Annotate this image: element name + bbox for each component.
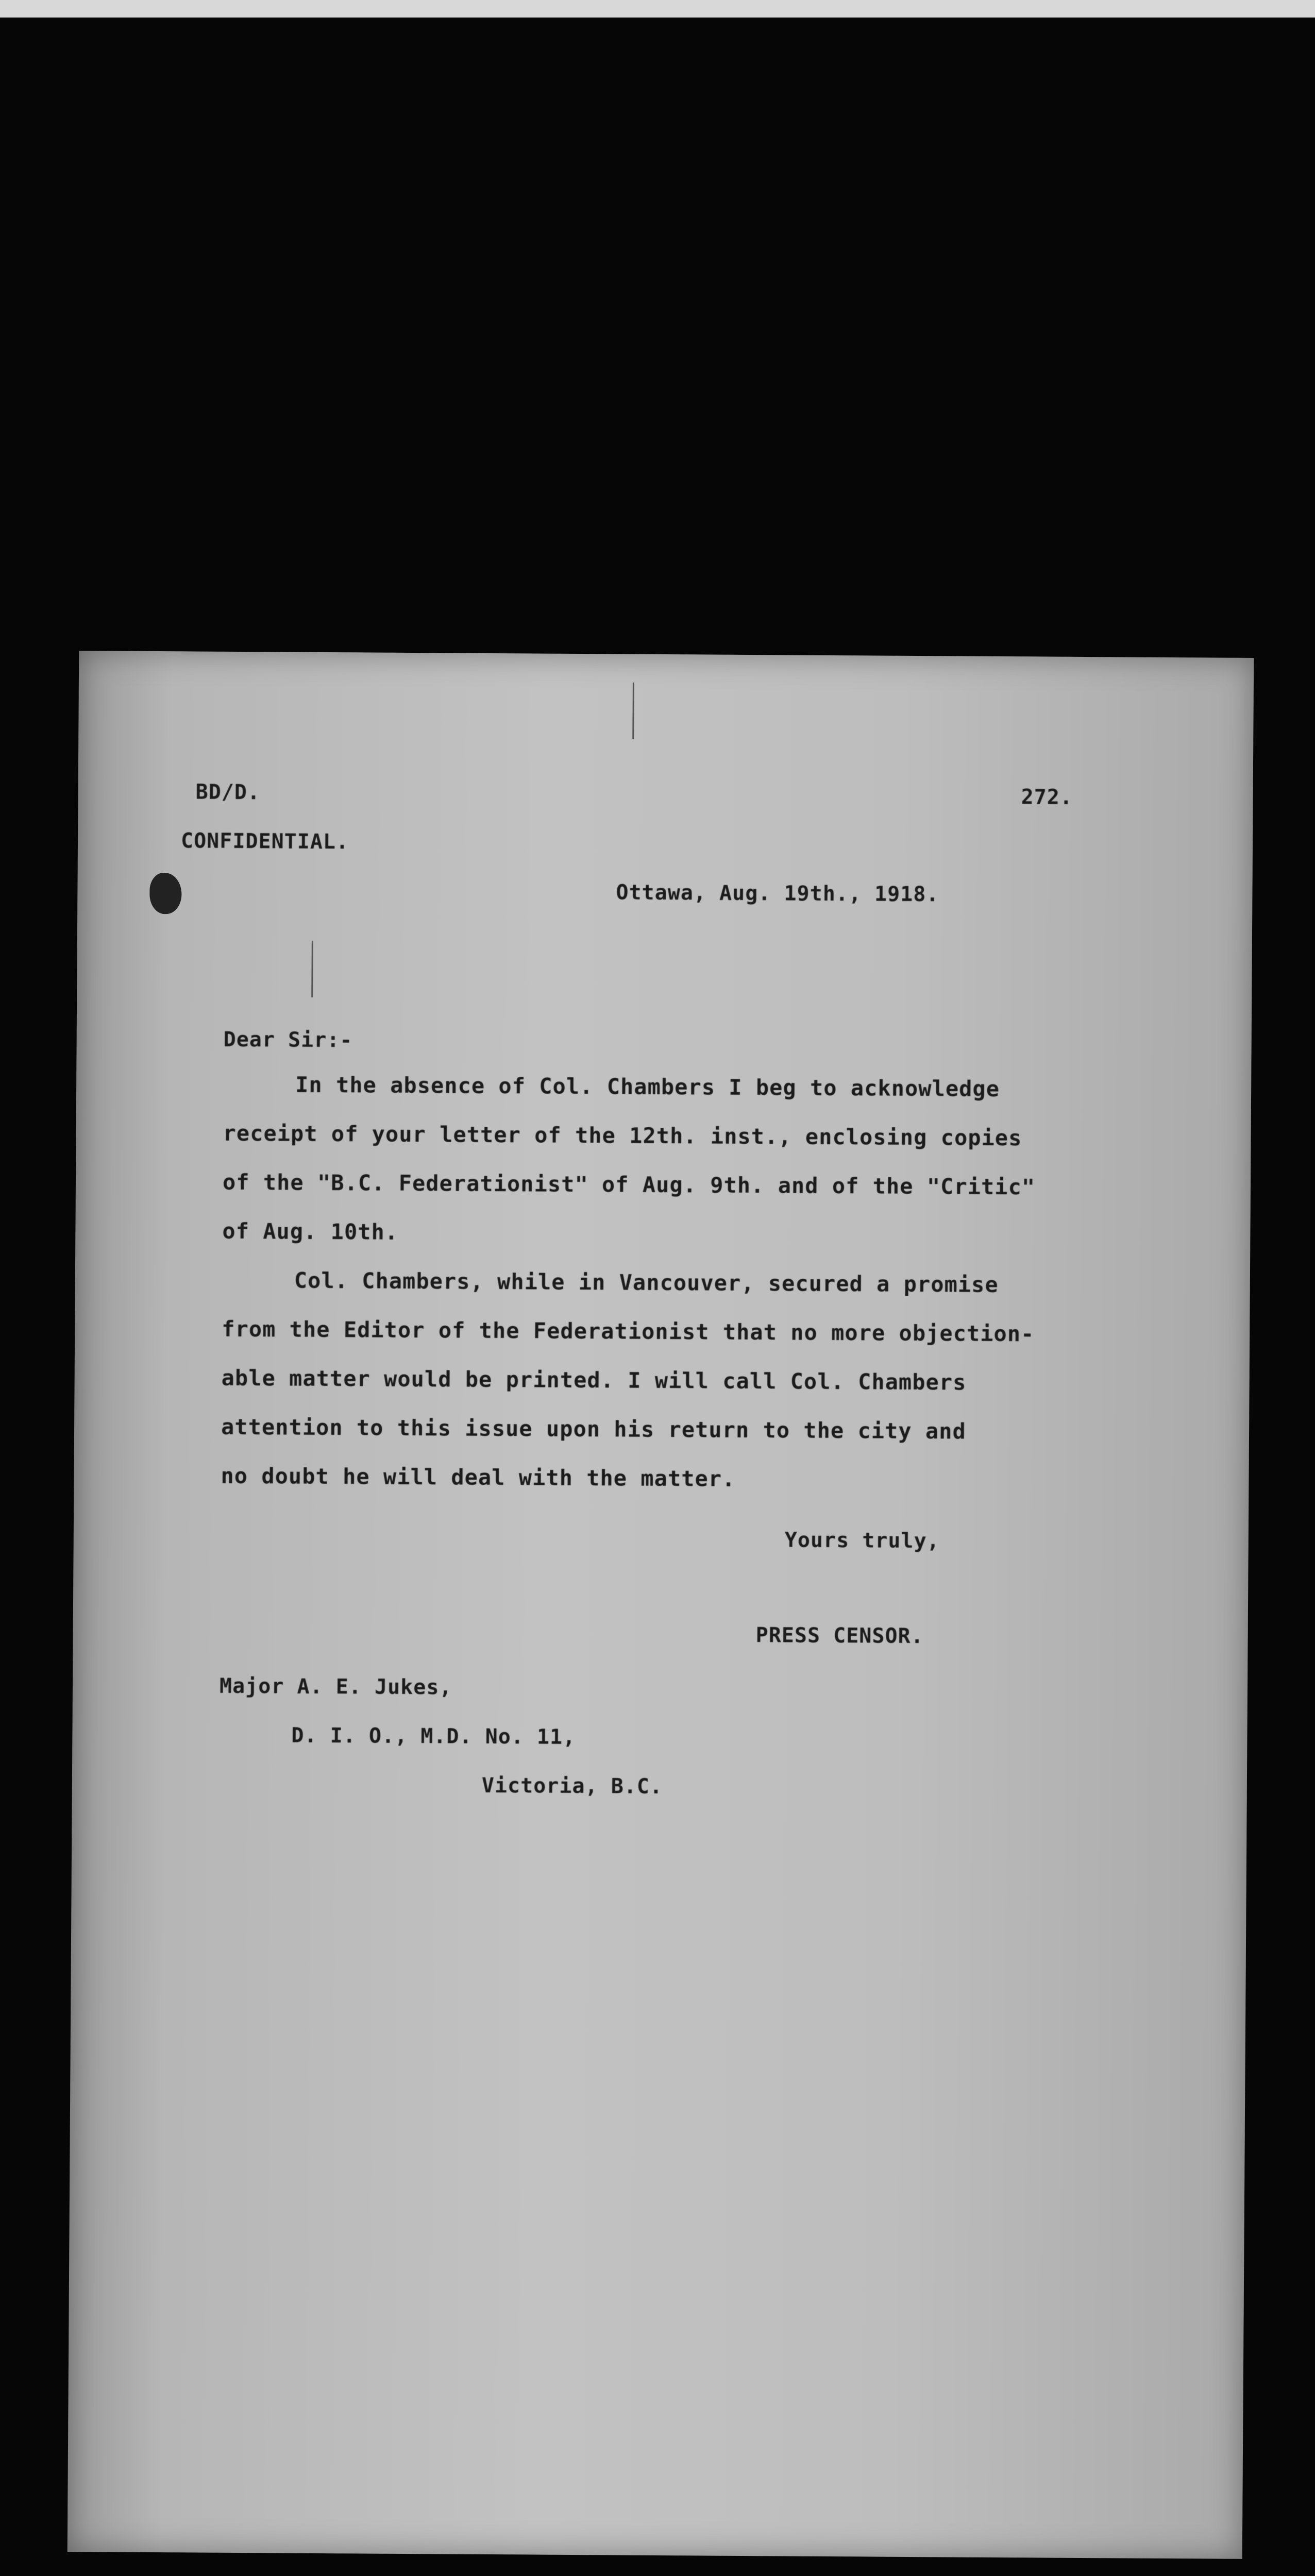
body-line: of the "B.C. Federationist" of Aug. 9th. and of the "Critic" (222, 1169, 1036, 1200)
recipient-title: D. I. O., M.D. No. 11, (291, 1723, 576, 1749)
letter-page (68, 651, 1254, 2559)
body-line: receipt of your letter of the 12th. inst., enclosing copies (223, 1120, 1022, 1151)
body-line: of Aug. 10th. (222, 1218, 399, 1245)
body-line: Col. Chambers, while in Vancouver, secured a promise (294, 1267, 999, 1297)
closing: Yours truly, (784, 1528, 940, 1553)
body-line: In the absence of Col. Chambers I beg to acknowledge (295, 1072, 1000, 1102)
body-line: no doubt he will deal with the matter. (221, 1463, 736, 1492)
paper-crease (311, 941, 313, 997)
ink-blot (149, 873, 181, 914)
letter-date: Ottawa, Aug. 19th., 1918. (616, 880, 939, 907)
classification-label: CONFIDENTIAL. (180, 829, 349, 854)
recipient-name: Major A. E. Jukes, (219, 1674, 452, 1700)
salutation: Dear Sir:- (223, 1027, 353, 1053)
film-edge-strip (0, 0, 1315, 18)
page-number: 272. (1021, 785, 1073, 809)
paper-crease (632, 683, 634, 739)
signature: PRESS CENSOR. (755, 1623, 924, 1649)
body-line: from the Editor of the Federationist that no more objection- (222, 1316, 1035, 1347)
recipient-city: Victoria, B.C. (481, 1773, 663, 1799)
reference-code: BD/D. (195, 780, 261, 805)
body-line: attention to this issue upon his return to the city and (221, 1414, 966, 1444)
body-line: able matter would be printed. I will call Col. Chambers (221, 1365, 967, 1395)
